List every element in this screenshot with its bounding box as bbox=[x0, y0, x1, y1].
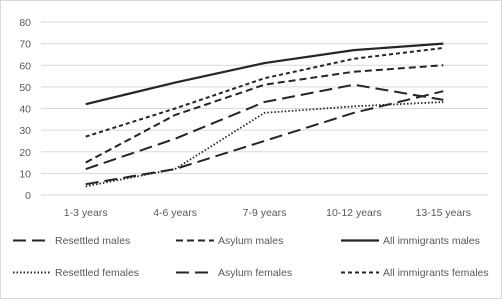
legend-label: All immigrants females bbox=[383, 267, 489, 279]
series-line bbox=[86, 44, 444, 105]
gridlines bbox=[41, 22, 488, 195]
y-axis bbox=[19, 17, 31, 202]
y-tick-label: 40 bbox=[19, 103, 31, 116]
series-line bbox=[86, 91, 444, 184]
legend-label: All immigrants males bbox=[383, 235, 480, 247]
y-tick-label: 30 bbox=[19, 125, 31, 138]
x-tick-label: 7-9 years bbox=[242, 207, 287, 219]
legend-label: Resettled females bbox=[55, 267, 140, 279]
legend bbox=[13, 235, 489, 279]
legend-label: Asylum males bbox=[218, 235, 284, 247]
legend-label: Resettled males bbox=[55, 235, 131, 247]
x-tick-label: 4-6 years bbox=[153, 207, 197, 219]
series-line bbox=[86, 65, 444, 162]
y-tick-label: 50 bbox=[19, 81, 31, 94]
y-tick-label: 0 bbox=[25, 190, 31, 202]
legend-label: Asylum females bbox=[218, 267, 293, 279]
y-tick-label: 70 bbox=[19, 38, 31, 51]
x-tick-label: 13-15 years bbox=[415, 207, 472, 219]
y-tick-label: 10 bbox=[19, 168, 31, 181]
line-chart bbox=[1, 1, 501, 298]
y-tick-label: 20 bbox=[19, 146, 31, 159]
series-line bbox=[86, 85, 444, 169]
x-tick-label: 10-12 years bbox=[326, 207, 382, 219]
y-tick-label: 80 bbox=[19, 17, 31, 29]
y-tick-label: 60 bbox=[19, 60, 31, 73]
x-tick-label: 1-3 years bbox=[63, 207, 108, 219]
x-axis bbox=[64, 207, 471, 219]
